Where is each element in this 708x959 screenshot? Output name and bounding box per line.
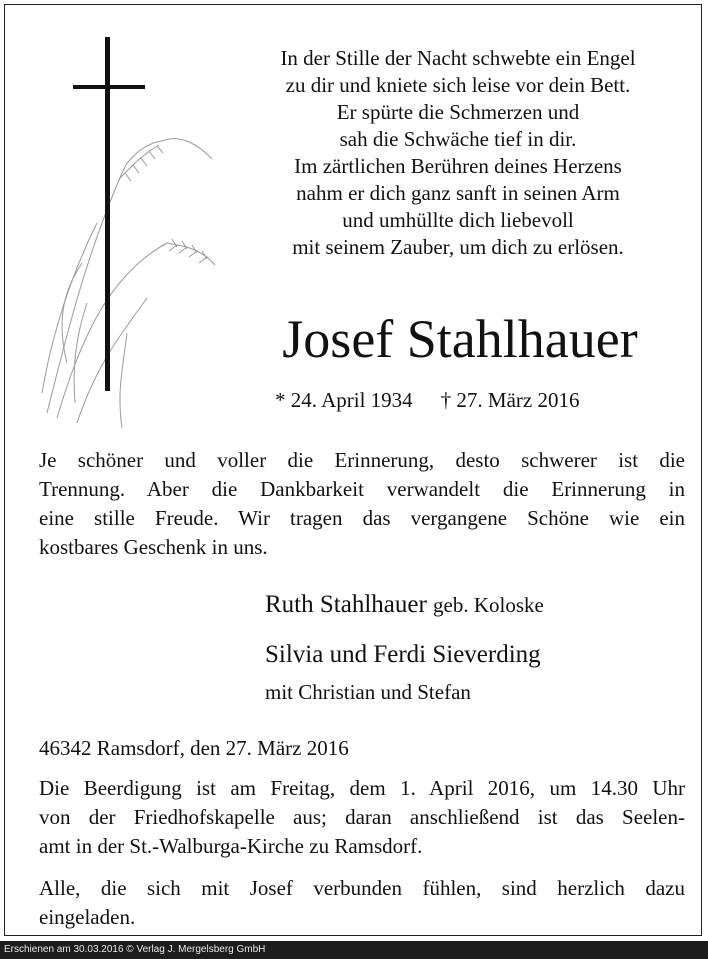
funeral-details: [39, 774, 685, 861]
quote-line: eine stille Freude. Wir tragen das vergangene Schöne wie ein: [39, 506, 685, 530]
quote-line: Trennung. Aber die Dankbarkeit verwandelt die Erinnerung in: [39, 477, 685, 501]
deceased-name: Josef Stahlhauer: [282, 309, 638, 369]
funeral-line: amt in der St.-Walburga-Kirche zu Ramsdorf.: [39, 834, 423, 858]
invitation-line: eingeladen.: [39, 905, 136, 929]
mourner-ruth: [265, 589, 544, 621]
obituary-frame: [4, 4, 702, 936]
place-date: 46342 Ramsdorf, den 27. März 2016: [39, 736, 349, 760]
wheat-icon: [42, 139, 215, 428]
cross-and-wheat-illustration: [27, 33, 227, 433]
maiden-name: geb. Koloske: [433, 593, 544, 617]
poem-line: sah die Schwäche tief in dir.: [339, 127, 577, 151]
poem: [223, 45, 693, 261]
memorial-quote: [39, 446, 685, 562]
poem-line: Im zärtlichen Berühren deines Herzens: [294, 154, 622, 178]
invitation: [39, 874, 685, 932]
quote-line: kostbares Geschenk in uns.: [39, 535, 268, 559]
funeral-line: von der Friedhofskapelle aus; daran anschließend ist das Seelen-: [39, 805, 685, 829]
cross-icon: [73, 37, 145, 391]
mourner-children: mit Christian und Stefan: [265, 680, 471, 704]
poem-line: und umhüllte dich liebevoll: [342, 208, 574, 232]
poem-line: nahm er dich ganz sanft in seinen Arm: [296, 181, 620, 205]
quote-line: Je schöner und voller die Erinnerung, desto schwerer ist die: [39, 448, 685, 472]
poem-line: Er spürte die Schmerzen und: [336, 100, 580, 124]
life-dates: [275, 386, 675, 414]
death-date: † 27. März 2016: [440, 388, 580, 412]
poem-line: mit seinem Zauber, um dich zu erlösen.: [292, 235, 624, 259]
poem-line: zu dir und kniete sich leise vor dein Bett.: [285, 73, 631, 97]
funeral-line: Die Beerdigung ist am Freitag, dem 1. April 2016, um 14.30 Uhr: [39, 776, 685, 800]
invitation-line: Alle, die sich mit Josef verbunden fühlen, sind herzlich dazu: [39, 876, 685, 900]
birth-date: * 24. April 1934: [275, 388, 413, 412]
mourner-name: Ruth Stahlhauer: [265, 591, 427, 618]
publication-footer: Erschienen am 30.03.2016 © Verlag J. Mergelsberg GmbH: [0, 941, 708, 959]
mourner-sieverding: Silvia und Ferdi Sieverding: [265, 641, 541, 668]
poem-line: In der Stille der Nacht schwebte ein Engel: [280, 46, 636, 70]
